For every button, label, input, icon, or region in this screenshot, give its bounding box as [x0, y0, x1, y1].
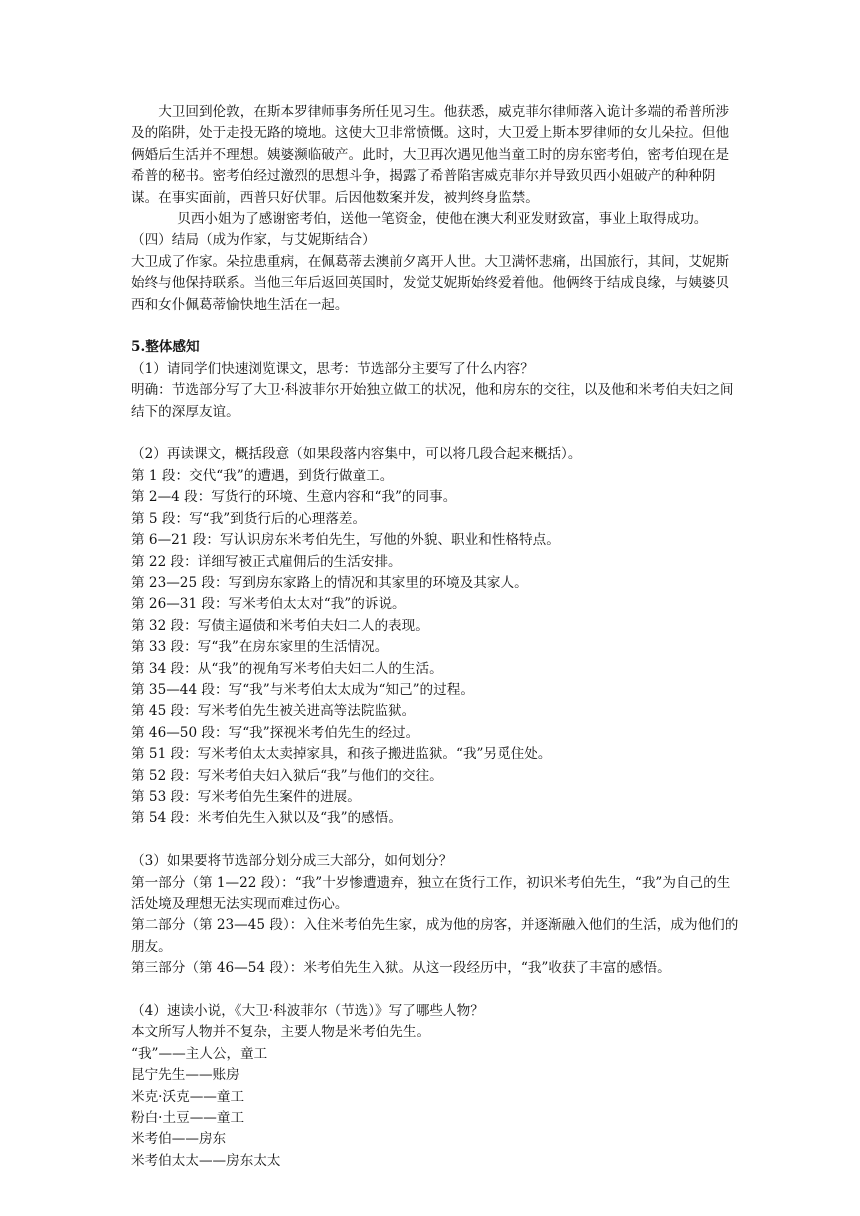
list-item: 第 46—50 段：写“我”探视米考伯先生的经过。 [131, 724, 420, 741]
three-part-division [131, 873, 741, 980]
list-item: 粉白·土豆——童工 [131, 1110, 245, 1127]
question-2: （2）再读课文，概括段意（如果段落内容集中，可以将几段合起来概括）。 [131, 446, 582, 463]
section-title: 整体感知 [145, 339, 200, 356]
list-item: 米考伯太太——房东太太 [131, 1152, 281, 1169]
character-list [131, 1044, 741, 1172]
paragraph-summary-list [131, 466, 741, 830]
story-paragraph-1: 大卫回到伦敦，在斯本罗律师事务所任见习生。他获悉，威克菲尔律师落入诡计多端的希普所涉及的陷阱，处于走投无路的境地。这使大卫非常愤慨。这时，大卫爱上斯本罗律师的女儿朵拉。但他俩婚后生活并不理想。姨婆濒临破产。此时，大卫再次遇见他当童工时的房东密考伯，密考伯现在是希普的秘书。密考伯经过激烈的思想斗争，揭露了希普陷害威克菲尔并导致贝西小姐破产的种种阴谋。在事实面前，西普只好伏罪。后因他数案并发，被判终身监禁。 [131, 104, 730, 206]
list-item: 第 35—44 段：写“我”与米考伯太太成为“知己”的过程。 [131, 681, 474, 698]
answer-1: 明确：节选部分写了大卫·科波菲尔开始独立做工的状况，他和房东的交往，以及他和米考伯夫妇之间结下的深厚友谊。 [131, 382, 734, 420]
list-item: 第二部分（第 23—45 段）：入住米考伯先生家，成为他的房客，并逐渐融入他们的生活，成为他们的朋友。 [131, 917, 739, 955]
list-item: 昆宁先生——账房 [131, 1067, 240, 1084]
spacer [131, 316, 741, 337]
list-item: 第 1 段：交代“我”的遭遇，到货行做童工。 [131, 467, 394, 484]
list-item: 第 6—21 段：写认识房东米考伯先生，写他的外貌、职业和性格特点。 [131, 532, 560, 549]
question-4: （4）速读小说，《大卫·科波菲尔（节选）》写了哪些人物？ [131, 1003, 484, 1019]
answer-4: 本文所写人物并不复杂，主要人物是米考伯先生。 [131, 1024, 431, 1041]
list-item: 第 54 段：米考伯先生入狱以及“我”的感悟。 [131, 810, 402, 827]
list-item: 第 5 段：写“我”到货行后的心理落差。 [131, 510, 367, 527]
section-heading [131, 337, 741, 358]
spacer [131, 980, 741, 1001]
list-item: 第 51 段：写米考伯太太卖掉家具，和孩子搬进监狱。“我”另觅住处。 [131, 746, 552, 763]
story-paragraph-2: 贝西小姐为了感谢密考伯，送他一笔资金，使他在澳大利亚发财致富，事业上取得成功。 [177, 211, 708, 228]
list-item: 第三部分（第 46—54 段）：米考伯先生入狱。从这一段经历中，“我”收获了丰富的感悟。 [131, 960, 671, 977]
list-item: 第 33 段：写“我”在房东家里的生活情况。 [131, 639, 389, 656]
list-item: 第 34 段：从“我”的视角写米考伯夫妇二人的生活。 [131, 660, 443, 677]
list-item: 第 32 段：写债主逼债和米考伯夫妇二人的表现。 [131, 617, 429, 634]
ending-subheading: （四）结局（成为作家，与艾妮斯结合） [131, 232, 376, 249]
spacer [131, 423, 741, 444]
list-item: 第 22 段：详细写被正式雇佣后的生活安排。 [131, 553, 402, 570]
document-page [131, 102, 741, 1172]
question-3: （3）如果要将节选部分划分成三大部分，如何划分？ [131, 853, 453, 870]
section-number: 5. [131, 339, 146, 356]
list-item: 第 26—31 段：写米考伯太太对“我”的诉说。 [131, 596, 406, 613]
list-item: 米克·沃克——童工 [131, 1088, 245, 1105]
list-item: 第 2—4 段：写货行的环境、生意内容和“我”的同事。 [131, 489, 457, 506]
list-item: 第 52 段：写米考伯夫妇入狱后“我”与他们的交往。 [131, 767, 443, 784]
list-item: 第 45 段：写米考伯先生被关进高等法院监狱。 [131, 703, 416, 720]
ending-paragraph: 大卫成了作家。朵拉患重病，在佩葛蒂去澳前夕离开人世。大卫满怀悲痛，出国旅行，其间，艾妮斯始终与他保持联系。当他三年后返回英国时，发觉艾妮斯始终爱着他。他俩终于结成良缘，与姨婆贝西和女仆佩葛蒂愉快地生活在一起。 [131, 253, 730, 313]
list-item: “我”——主人公，童工 [131, 1045, 268, 1062]
list-item: 第 23—25 段：写到房东家路上的情况和其家里的环境及其家人。 [131, 574, 528, 591]
list-item: 第一部分（第 1—22 段）：“我”十岁惨遭遗弃，独立在货行工作，初识米考伯先生，“我”为自己的生活处境及理想无法实现而难过伤心。 [131, 874, 731, 912]
spacer [131, 830, 741, 851]
question-1: （1）请同学们快速浏览课文，思考：节选部分主要写了什么内容？ [131, 360, 534, 377]
list-item: 米考伯——房东 [131, 1131, 227, 1148]
list-item: 第 53 段：写米考伯先生案件的进展。 [131, 788, 361, 805]
